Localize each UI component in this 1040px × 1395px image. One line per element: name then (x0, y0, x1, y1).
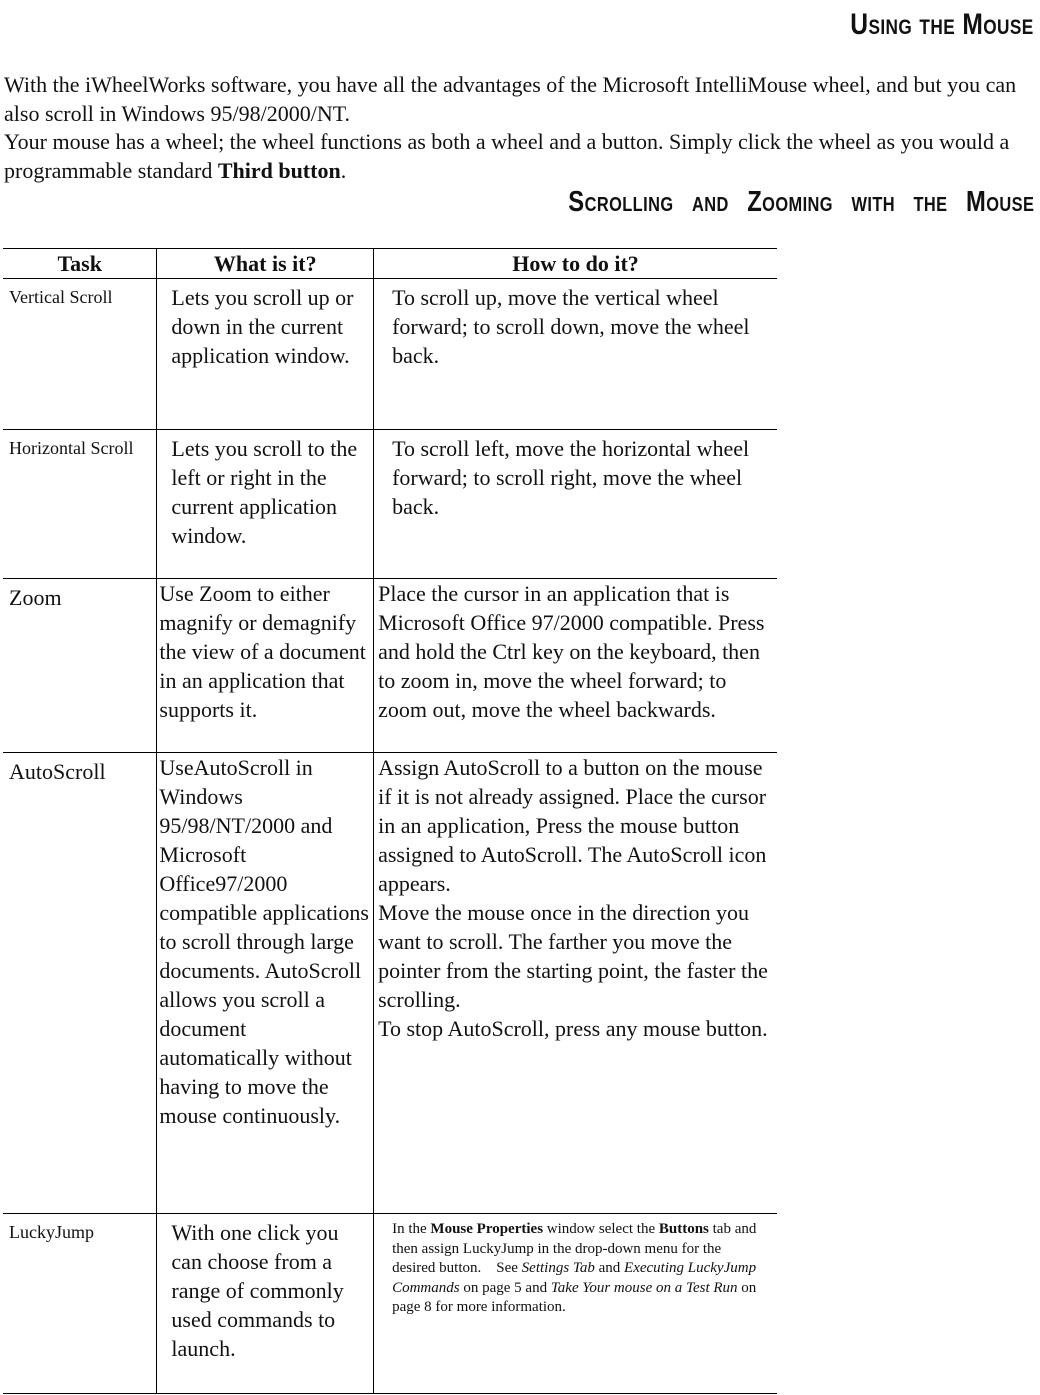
how-cell (374, 753, 777, 1214)
task-cell: LuckyJump (3, 1214, 157, 1394)
third-button-term: Third button (217, 158, 341, 183)
how-text: In the (392, 1221, 431, 1237)
table-row-horizontal-scroll (3, 430, 777, 579)
how-text: on page 8 for more information. (392, 1279, 757, 1315)
column-header-task: Task (3, 249, 157, 279)
what-cell: With one click you can choose from a range of commonly used commands to launch. (157, 1214, 374, 1394)
what-cell: Lets you scroll to the left or right in the current application window. (157, 430, 374, 579)
settings-tab-reference: Settings Tab (521, 1260, 595, 1276)
how-line-1: Assign AutoScroll to a button on the mouse if it is not already assigned. Place the cursor in an application, Press the mouse button assigned to AutoScroll. The AutoScroll icon appears. (378, 755, 767, 896)
intro-paragraph-2 (4, 127, 1038, 185)
column-header-what: What is it? (157, 249, 374, 279)
how-cell: To scroll up, move the vertical wheel forward; to scroll down, move the wheel back. (374, 279, 777, 430)
how-cell: To scroll left, move the horizontal wheel forward; to scroll right, move the wheel back. (374, 430, 777, 579)
what-cell: Use Zoom to either magnify or demagnify the view of a document in an application that supports it. (157, 579, 374, 753)
intro-paragraph-2-text: Your mouse has a wheel; the wheel functions as both a wheel and a button. Simply click the wheel as you would a programmable standard (4, 129, 1010, 183)
section-heading-using-the-mouse: Using the Mouse (850, 8, 1034, 41)
executing-luckyjump-reference: Executing LuckyJump Commands (392, 1260, 757, 1296)
how-text: tab and then assign LuckyJump in the drop-down menu for the desired button. See (392, 1221, 757, 1276)
table-row-luckyjump (3, 1214, 777, 1394)
table-row-vertical-scroll (3, 279, 777, 430)
intro-paragraph-2-end: . (340, 158, 347, 183)
mouse-properties-term: Mouse Properties (430, 1221, 544, 1237)
task-cell: Horizontal Scroll (3, 430, 157, 579)
intro-paragraph-1: With the iWheelWorks software, you have all the advantages of the Microsoft IntelliMouse wheel, and but you can also scroll in Windows 95/98/2000/NT. (4, 72, 1017, 126)
how-line-2: Move the mouse once in the direction you want to scroll. The farther you move the pointer from the starting point, the faster the scrolling. (378, 900, 768, 1012)
how-cell: Place the cursor in an application that is Microsoft Office 97/2000 compatible. Press and hold the Ctrl key on the keyboard, then to zoom in, move the wheel forward; to zoom out, move the wheel backwards. (374, 579, 777, 753)
how-text: on page 5 and (459, 1279, 551, 1296)
what-cell: UseAutoScroll in Windows 95/98/NT/2000 and Microsoft Office97/2000 compatible applications to scroll through large documents. AutoScroll allows you scroll a document automatically without having to move the mouse continuously. (157, 753, 374, 1214)
table-row-autoscroll (3, 753, 777, 1214)
section-heading-scrolling-and-zooming: Scrolling and Zooming with the Mouse (567, 186, 1034, 218)
task-cell: Vertical Scroll (3, 279, 157, 430)
how-text: window select the (543, 1221, 659, 1237)
how-text: and (594, 1260, 625, 1276)
how-cell (374, 1214, 777, 1394)
table-row-zoom (3, 579, 777, 753)
task-cell: AutoScroll (3, 753, 157, 1214)
task-cell: Zoom (3, 579, 157, 753)
mouse-features-table (3, 248, 777, 1394)
table-header-row (3, 249, 777, 279)
what-cell: Lets you scroll up or down in the current application window. (157, 279, 374, 430)
buttons-term: Buttons (658, 1221, 709, 1237)
column-header-how: How to do it? (374, 249, 777, 279)
how-line-3: To stop AutoScroll, press any mouse button. (378, 1016, 768, 1041)
test-run-reference: Take Your mouse on a Test Run (550, 1279, 738, 1296)
